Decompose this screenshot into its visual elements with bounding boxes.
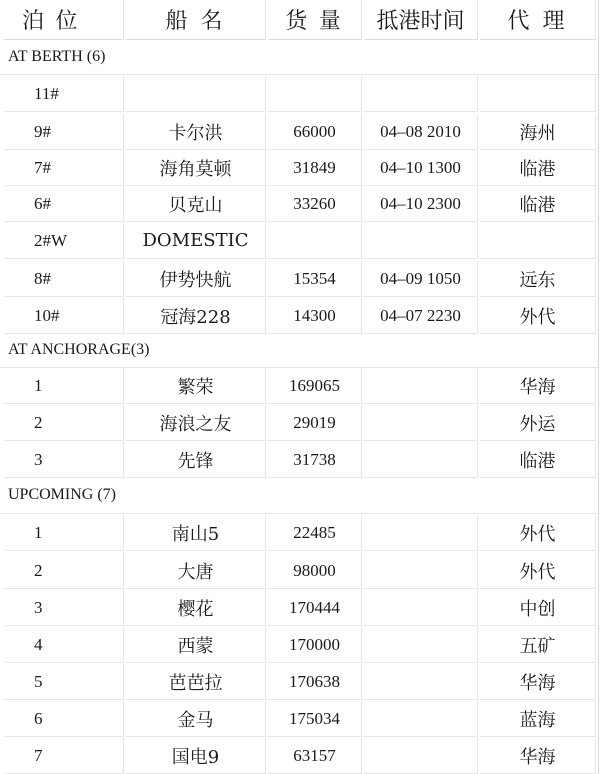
section-title: AT BERTH (6): [8, 48, 106, 65]
header-vessel: 船 名: [126, 0, 266, 40]
arrival-time-cell: [364, 76, 478, 112]
table-row: [0, 442, 598, 478]
table-row: [0, 515, 598, 551]
cargo-quantity-cell: 175034: [268, 701, 362, 737]
cargo-quantity-cell: 169065: [268, 368, 362, 404]
cargo-quantity-cell: 31738: [268, 442, 362, 478]
cargo-quantity-cell: 31849: [268, 150, 362, 186]
arrival-time-cell: [364, 368, 478, 404]
agent-cell: 外代: [480, 515, 596, 551]
table-row: [0, 553, 598, 589]
cargo-quantity-cell: 22485: [268, 515, 362, 551]
berth-cell: 9#: [4, 114, 124, 150]
berth-cell: 7: [4, 738, 124, 774]
agent-cell: [480, 223, 596, 259]
table-row: [0, 223, 598, 259]
table-row: [0, 76, 598, 112]
berth-cell: 10#: [4, 298, 124, 334]
arrival-time-cell: 04–10 2300: [364, 186, 478, 222]
berth-cell: 6#: [4, 186, 124, 222]
agent-cell: 外代: [480, 298, 596, 334]
agent-cell: 外运: [480, 405, 596, 441]
cargo-quantity-cell: 33260: [268, 186, 362, 222]
berth-cell: 2#W: [4, 223, 124, 259]
header-berth: 泊 位: [4, 0, 124, 40]
arrival-time-cell: [364, 223, 478, 259]
berth-cell: 2: [4, 553, 124, 589]
table-row: [0, 186, 598, 222]
header-row: [0, 0, 598, 40]
berth-cell: 1: [4, 515, 124, 551]
table-row: [0, 627, 598, 663]
arrival-time-cell: [364, 405, 478, 441]
agent-cell: 临港: [480, 442, 596, 478]
table-row: [0, 590, 598, 626]
cargo-quantity-cell: 29019: [268, 405, 362, 441]
header-cargo: 货 量: [268, 0, 362, 40]
berth-cell: 7#: [4, 150, 124, 186]
table-row: [0, 405, 598, 441]
vessel-name-cell: 卡尔洪: [126, 114, 266, 150]
agent-cell: 中创: [480, 590, 596, 626]
section-header: [0, 40, 598, 75]
vessel-name-cell: 海角莫顿: [126, 150, 266, 186]
section-title: AT ANCHORAGE(3): [8, 341, 150, 358]
table-row: [0, 664, 598, 700]
berth-cell: 8#: [4, 261, 124, 297]
berth-cell: 3: [4, 590, 124, 626]
berth-cell: 1: [4, 368, 124, 404]
table-row: [0, 261, 598, 297]
cargo-quantity-cell: 63157: [268, 738, 362, 774]
cargo-quantity-cell: 98000: [268, 553, 362, 589]
arrival-time-cell: [364, 515, 478, 551]
vessel-name-cell: 伊势快航: [126, 261, 266, 297]
vessel-name-cell: 金马: [126, 701, 266, 737]
agent-cell: 临港: [480, 186, 596, 222]
agent-cell: 临港: [480, 150, 596, 186]
agent-cell: 海州: [480, 114, 596, 150]
vessel-name-cell: 芭芭拉: [126, 664, 266, 700]
vessel-name-cell: 先锋: [126, 442, 266, 478]
table-row: [0, 701, 598, 737]
berth-cell: 11#: [4, 76, 124, 112]
arrival-time-cell: [364, 738, 478, 774]
cargo-quantity-cell: [268, 76, 362, 112]
cargo-quantity-cell: 170444: [268, 590, 362, 626]
berth-cell: 6: [4, 701, 124, 737]
section-header: [0, 477, 598, 514]
arrival-time-cell: 04–07 2230: [364, 298, 478, 334]
agent-cell: 远东: [480, 261, 596, 297]
section-header: [0, 333, 598, 368]
agent-cell: 蓝海: [480, 701, 596, 737]
vessel-name-cell: 国电9: [126, 738, 266, 774]
vessel-name-cell: [126, 76, 266, 112]
berth-cell: 4: [4, 627, 124, 663]
cargo-quantity-cell: 66000: [268, 114, 362, 150]
agent-cell: 华海: [480, 738, 596, 774]
vessel-name-cell: 贝克山: [126, 186, 266, 222]
cargo-quantity-cell: 170000: [268, 627, 362, 663]
table-row: [0, 298, 598, 334]
cargo-quantity-cell: 170638: [268, 664, 362, 700]
vessel-name-cell: 樱花: [126, 590, 266, 626]
agent-cell: 五矿: [480, 627, 596, 663]
arrival-time-cell: 04–10 1300: [364, 150, 478, 186]
berth-cell: 3: [4, 442, 124, 478]
vessel-name-cell: 繁荣: [126, 368, 266, 404]
vessel-name-cell: 大唐: [126, 553, 266, 589]
arrival-time-cell: 04–08 2010: [364, 114, 478, 150]
arrival-time-cell: [364, 442, 478, 478]
vessel-name-cell: 南山5: [126, 515, 266, 551]
page-edge: [598, 0, 599, 774]
cargo-quantity-cell: [268, 223, 362, 259]
section-title: UPCOMING (7): [8, 486, 116, 503]
table-row: [0, 368, 598, 404]
header-eta: 抵港时间: [364, 0, 478, 40]
table-row: [0, 738, 598, 774]
agent-cell: 外代: [480, 553, 596, 589]
arrival-time-cell: [364, 701, 478, 737]
arrival-time-cell: [364, 664, 478, 700]
agent-cell: 华海: [480, 664, 596, 700]
vessel-name-cell: 西蒙: [126, 627, 266, 663]
berth-cell: 5: [4, 664, 124, 700]
header-agent: 代 理: [480, 0, 596, 40]
arrival-time-cell: [364, 627, 478, 663]
vessel-name-cell: DOMESTIC: [126, 223, 266, 259]
berth-cell: 2: [4, 405, 124, 441]
agent-cell: 华海: [480, 368, 596, 404]
cargo-quantity-cell: 15354: [268, 261, 362, 297]
arrival-time-cell: 04–09 1050: [364, 261, 478, 297]
table-row: [0, 114, 598, 150]
vessel-name-cell: 海浪之友: [126, 405, 266, 441]
table-row: [0, 150, 598, 186]
agent-cell: [480, 76, 596, 112]
arrival-time-cell: [364, 553, 478, 589]
arrival-time-cell: [364, 590, 478, 626]
vessel-name-cell: 冠海228: [126, 298, 266, 334]
cargo-quantity-cell: 14300: [268, 298, 362, 334]
